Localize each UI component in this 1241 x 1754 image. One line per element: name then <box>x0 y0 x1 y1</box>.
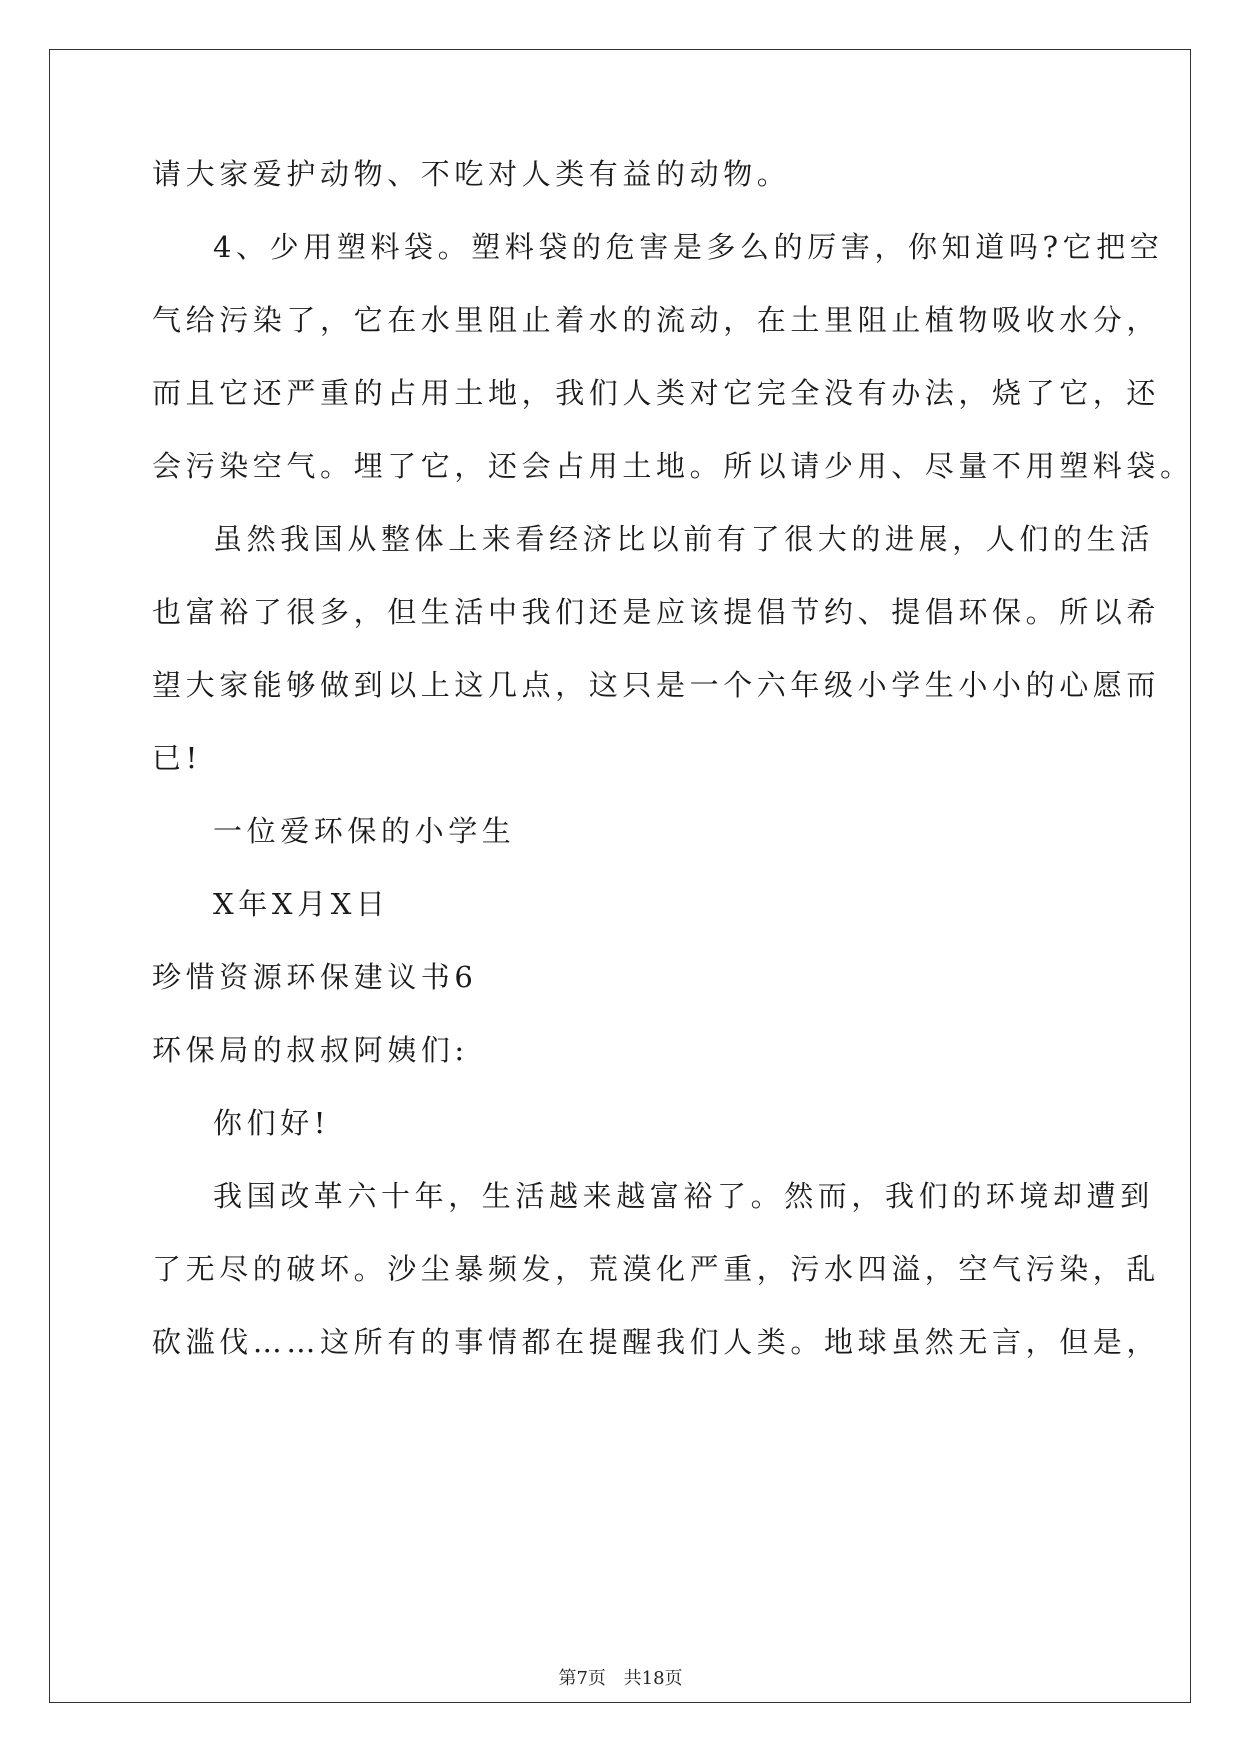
text-line: 会污染空气。埋了它，还会占用土地。所以请少用、尽量不用塑料袋。 <box>152 449 1194 483</box>
page-number: 第7页 <box>558 1668 606 1689</box>
section-title: 珍惜资源环保建议书6 <box>152 960 478 994</box>
signature-line: 一位爱环保的小学生 <box>213 814 516 848</box>
date-line: X年X月X日 <box>213 887 390 921</box>
salutation: 环保局的叔叔阿姨们: <box>152 1033 469 1067</box>
text-line: 已! <box>152 741 202 775</box>
text-line: 请大家爱护动物、不吃对人类有益的动物。 <box>152 157 791 191</box>
page-footer <box>0 1664 1241 1690</box>
text-line: 我国改革六十年，生活越来越富裕了。然而，我们的环境却遭到 <box>213 1179 1154 1213</box>
text-line: 砍滥伐……这所有的事情都在提醒我们人类。地球虽然无言，但是， <box>152 1325 1161 1359</box>
text-line: 望大家能够做到以上这几点，这只是一个六年级小学生小小的心愿而 <box>152 668 1161 702</box>
text-line: 了无尽的破坏。沙尘暴频发，荒漠化严重，污水四溢，空气污染，乱 <box>152 1252 1161 1286</box>
text-line: 而且它还严重的占用土地，我们人类对它完全没有办法，烧了它，还 <box>152 376 1161 410</box>
text-line: 4、少用塑料袋。塑料袋的危害是多么的厉害，你知道吗?它把空 <box>213 230 1164 264</box>
text-line: 气给污染了，它在水里阻止着水的流动，在土里阻止植物吸收水分， <box>152 303 1161 337</box>
greeting: 你们好! <box>213 1106 331 1140</box>
text-line: 也富裕了很多，但生活中我们还是应该提倡节约、提倡环保。所以希 <box>152 595 1161 629</box>
page-border <box>49 49 1191 1703</box>
page-total: 共18页 <box>623 1668 683 1689</box>
text-line: 虽然我国从整体上来看经济比以前有了很大的进展，人们的生活 <box>213 522 1154 556</box>
